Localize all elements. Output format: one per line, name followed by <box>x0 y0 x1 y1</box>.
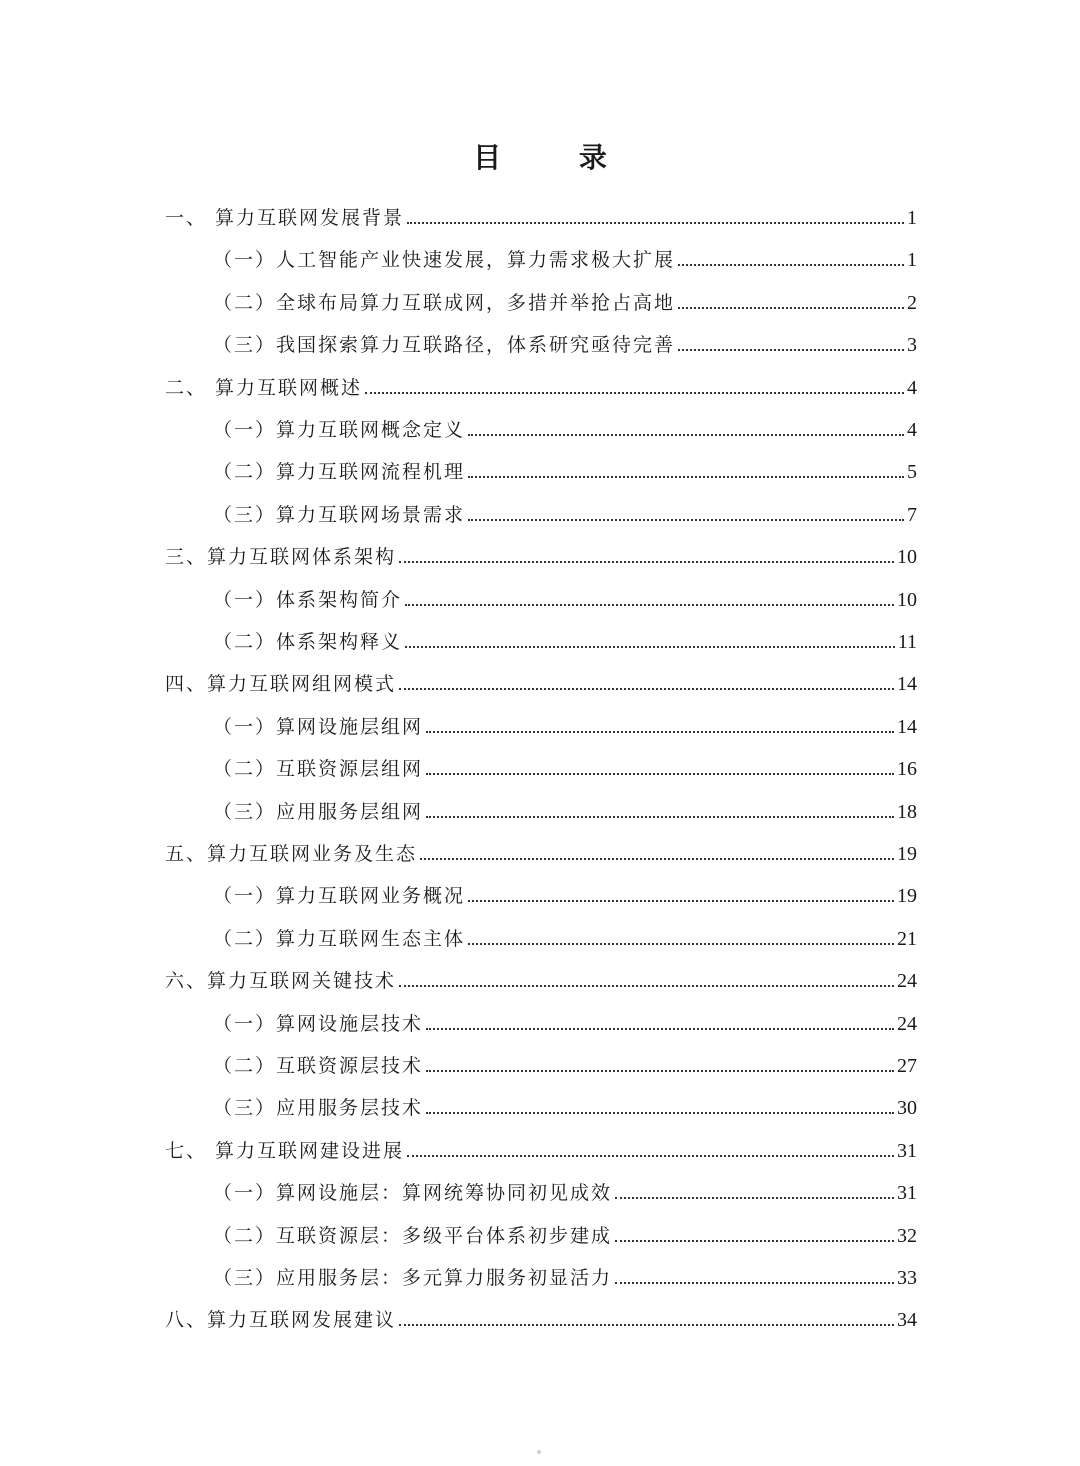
toc-dot-leader <box>365 391 904 394</box>
toc-page-number: 10 <box>897 546 917 569</box>
toc-section-entry[interactable] <box>213 1163 917 1205</box>
toc-page-number: 21 <box>897 927 917 950</box>
toc-section-entry[interactable] <box>213 612 917 654</box>
toc-dot-leader <box>615 1196 894 1199</box>
toc-page-number: 30 <box>897 1097 917 1120</box>
toc-section-entry[interactable] <box>213 400 917 442</box>
toc-entry-label: （三）我国探索算力互联路径，体系研究亟待完善 <box>213 334 676 357</box>
toc-dot-leader <box>468 518 904 521</box>
toc-chapter-entry[interactable] <box>165 527 917 569</box>
toc-dot-leader <box>407 221 904 224</box>
toc-dot-leader <box>678 306 904 309</box>
toc-entry-label: （二）全球布局算力互联成网，多措并举抢占高地 <box>213 291 676 314</box>
toc-entry-label: 三、算力互联网体系架构 <box>165 546 397 569</box>
toc-section-entry[interactable] <box>213 1078 917 1120</box>
toc-entry-label: （一）算力互联网业务概况 <box>213 885 466 908</box>
toc-entry-label: （二）互联资源层技术 <box>213 1055 424 1077</box>
toc-dot-leader <box>678 263 904 266</box>
toc-page-number: 4 <box>907 376 917 399</box>
toc-dot-leader <box>399 687 894 690</box>
toc-page-number: 16 <box>897 758 917 781</box>
toc-entry-label: （一）算网设施层：算网统筹协同初见成效 <box>213 1182 613 1205</box>
page-title: 目 录 <box>473 141 641 174</box>
toc-dot-leader <box>468 942 894 945</box>
toc-page-number: 11 <box>897 631 917 653</box>
toc-dot-leader <box>399 984 894 987</box>
toc-dot-leader <box>426 1069 894 1072</box>
toc-dot-leader <box>405 645 895 648</box>
toc-entry-label: （二）算力互联网生态主体 <box>213 927 466 950</box>
toc-dot-leader <box>407 1154 894 1157</box>
toc-page-number: 32 <box>897 1224 917 1247</box>
toc-dot-leader <box>426 815 894 818</box>
toc-page-number: 7 <box>907 503 917 526</box>
toc-entry-label: （三）应用服务层组网 <box>213 800 424 823</box>
toc-section-entry[interactable] <box>213 230 917 272</box>
toc-section-entry[interactable] <box>213 1206 917 1248</box>
toc-dot-leader <box>399 560 894 563</box>
toc-section-entry[interactable] <box>213 273 917 315</box>
toc-section-entry[interactable] <box>213 739 917 781</box>
toc-section-entry[interactable] <box>213 1248 917 1290</box>
toc-page-number: 33 <box>897 1267 917 1289</box>
toc-entry-label: （三）应用服务层：多元算力服务初显活力 <box>213 1267 613 1289</box>
toc-page-number: 18 <box>897 800 917 823</box>
toc-page-number: 27 <box>897 1055 917 1077</box>
toc-entry-label: （三）应用服务层技术 <box>213 1097 424 1120</box>
toc-chapter-entry[interactable] <box>165 358 917 400</box>
toc-entry-label: （二）互联资源层：多级平台体系初步建成 <box>213 1224 613 1247</box>
toc-page-number: 5 <box>907 461 917 484</box>
toc-entry-label: （二）体系架构释义 <box>213 631 403 653</box>
toc-entry-label: 七、 算力互联网建设进展 <box>165 1139 405 1162</box>
toc-entry-label: 四、算力互联网组网模式 <box>165 673 397 696</box>
toc-section-entry[interactable] <box>213 866 917 908</box>
toc-page-number: 3 <box>907 334 917 357</box>
toc-page-number: 24 <box>897 1012 917 1035</box>
toc-entry-label: 五、算力互联网业务及生态 <box>165 843 418 865</box>
toc-page-number: 4 <box>907 419 917 441</box>
toc-dot-leader <box>468 899 894 902</box>
toc-entry-label: （三）算力互联网场景需求 <box>213 503 466 526</box>
toc-dot-leader <box>468 475 904 478</box>
toc-section-entry[interactable] <box>213 485 917 527</box>
toc-entry-label: 六、算力互联网关键技术 <box>165 970 397 993</box>
toc-page-number: 31 <box>897 1139 917 1162</box>
toc-page-number: 1 <box>907 249 917 272</box>
toc-section-entry[interactable] <box>213 315 917 357</box>
toc-dot-leader <box>426 1111 894 1114</box>
page-footer-dot <box>537 1450 541 1454</box>
toc-dot-leader <box>678 348 904 351</box>
toc-section-entry[interactable] <box>213 909 917 951</box>
toc-dot-leader <box>615 1281 894 1284</box>
toc-section-entry[interactable] <box>213 697 917 739</box>
toc-dot-leader <box>468 433 904 436</box>
toc-chapter-entry[interactable] <box>165 1121 917 1163</box>
toc-page-number: 19 <box>897 885 917 908</box>
toc-dot-leader <box>420 857 894 860</box>
toc-chapter-entry[interactable] <box>165 1290 917 1332</box>
toc-dot-leader <box>405 603 894 606</box>
toc-entry-label: （二）互联资源层组网 <box>213 758 424 781</box>
toc-page-number: 31 <box>897 1182 917 1205</box>
toc-page-number: 14 <box>897 673 917 696</box>
toc-entry-label: （一）算力互联网概念定义 <box>213 419 466 441</box>
toc-section-entry[interactable] <box>213 570 917 612</box>
toc-entry-label: 八、算力互联网发展建议 <box>165 1309 397 1332</box>
toc-section-entry[interactable] <box>213 442 917 484</box>
toc-page-number: 34 <box>897 1309 917 1332</box>
toc-page-number: 24 <box>897 970 917 993</box>
toc-section-entry[interactable] <box>213 994 917 1036</box>
toc-chapter-entry[interactable] <box>165 951 917 993</box>
toc-chapter-entry[interactable] <box>165 654 917 696</box>
toc-section-entry[interactable] <box>213 782 917 824</box>
toc-dot-leader <box>426 772 894 775</box>
toc-page-number: 14 <box>897 715 917 738</box>
toc-page-number: 19 <box>897 843 917 865</box>
toc-entry-label: （一）体系架构简介 <box>213 588 403 611</box>
toc-dot-leader <box>615 1239 894 1242</box>
toc-chapter-entry[interactable] <box>165 824 917 866</box>
toc-entry-label: （一）人工智能产业快速发展，算力需求极大扩展 <box>213 249 676 272</box>
toc-page-number: 1 <box>907 207 917 229</box>
toc-entry-label: 一、 算力互联网发展背景 <box>165 207 405 229</box>
toc-dot-leader <box>426 1027 894 1030</box>
toc-section-entry[interactable] <box>213 1036 917 1078</box>
toc-entry-label: 二、 算力互联网概述 <box>165 376 363 399</box>
toc-chapter-entry[interactable] <box>165 188 917 230</box>
toc-dot-leader <box>426 730 894 733</box>
toc-entry-label: （一）算网设施层技术 <box>213 1012 424 1035</box>
toc-entry-label: （一）算网设施层组网 <box>213 715 424 738</box>
toc-dot-leader <box>399 1323 894 1326</box>
toc-page-number: 2 <box>907 291 917 314</box>
toc-entry-label: （二）算力互联网流程机理 <box>213 461 466 484</box>
toc-page-number: 10 <box>897 588 917 611</box>
